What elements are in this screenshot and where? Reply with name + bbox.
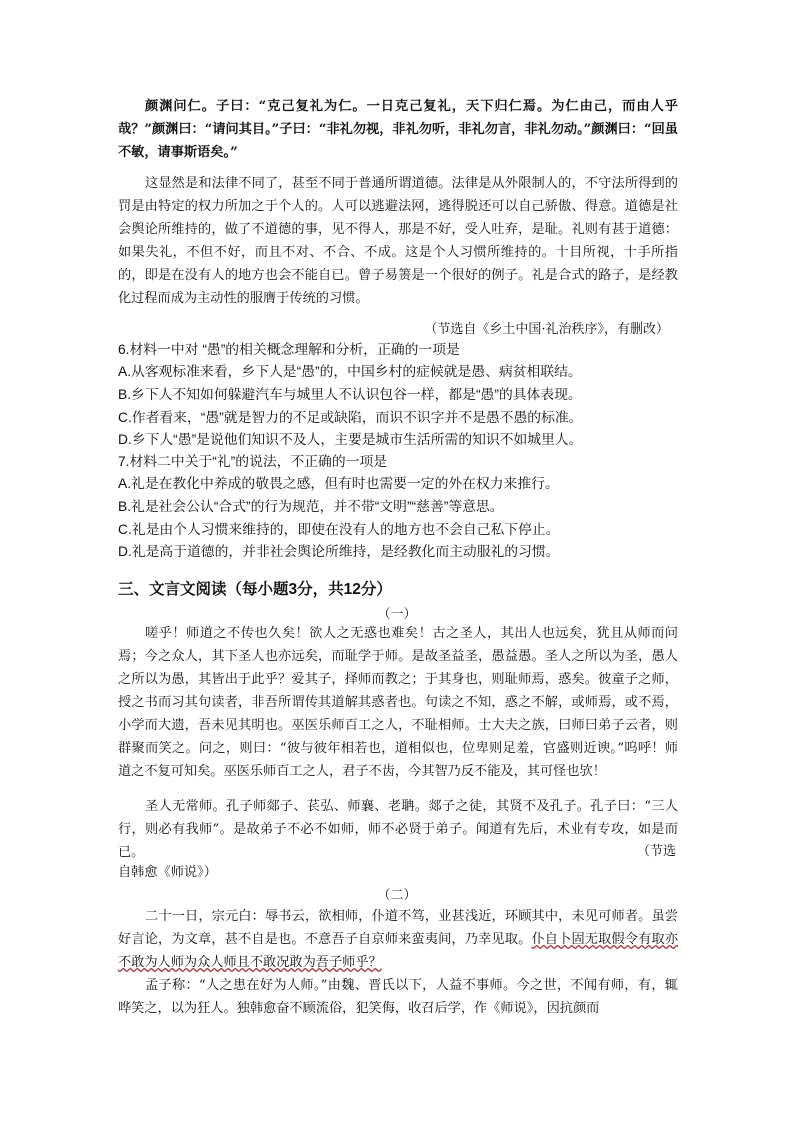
question-6-option-a[interactable]: A.从客观标准来看，乡下人是“愚”的，中国乡村的症候就是愚、病贫相联结。 <box>118 364 582 379</box>
letter-para-1-text: 二十一日，宗元白：辱书云，欲相师，仆道不笃，业甚浅近，环顾其中，未见可师者。虽尝好言论，为文章，甚不自是也。不意吾子自京师来蛮夷间，乃幸见取。 <box>118 909 678 947</box>
part-1-source-a: （节选 <box>636 844 676 859</box>
question-7-option-b[interactable]: B.礼是社会公认“合式”的行为规范，并不带“文明”“慈善”等意思。 <box>118 499 504 514</box>
part-1-label: （一） <box>377 607 417 622</box>
letter-para-1 <box>118 905 678 974</box>
material2-source: （节选自《乡土中国·礼治秩序》，有删改） <box>424 322 669 337</box>
part-2-label: （二） <box>377 888 417 903</box>
question-7-option-d[interactable]: D.礼是高于道德的，并非社会舆论所维持，是经教化而主动服礼的习惯。 <box>118 544 560 559</box>
section-3-title: 三、文言文阅读（每小题3分，共12分） <box>118 581 392 598</box>
underlined-translation-sentence: 仆自卜固无取假令有取亦不敢为人师为众人师且不敢况敢为吾子师乎？ <box>118 932 679 970</box>
question-7-stem: 7.材料二中关于“礼”的说法，不正确的一项是 <box>118 454 388 469</box>
shishuo-para-2: 圣人无常师。孔子师郯子、苌弘、师襄、老聃。郯子之徒，其贤不及孔子。孔子曰：“三人行，则必有我师”。是故弟子不必不如师，师不必贤于弟子。闻道有先后，术业有专攻，如是而已。 <box>118 799 678 860</box>
letter-para-2: 孟子称：“人之患在好为人师。”由魏、晋氏以下，人益不事师。今之世，不闻有师，有，辄哗笑之，以为狂人。独韩愈奋不顾流俗，犯笑侮，收召后学，作《师说》，因抗颜而 <box>118 978 678 1016</box>
material2-body: 这显然是和法律不同了，甚至不同于普通所谓道德。法律是从外限制人的，不守法所得到的罚是由特定的权力所加之于个人的。人可以逃避法网，逃得脱还可以自己骄傲、得意。道德是社会舆论所维持的，做了不道德的事，见不得人，那是不好，受人吐弃，是耻。礼则有甚于道德：如果失礼，不但不好，而且不对、不合、不成。这是个人习惯所维持的。十目所视，十手所指的，即是在没有人的地方也会不能自已。曾子易箦是一个很好的例子。礼是合式的路子，是经教化过程而成为主动性的服膺于传统的习惯。 <box>118 176 678 306</box>
question-7-option-c[interactable]: C.礼是由个人习惯来维持的，即使在没有人的地方也不会自己私下停止。 <box>118 522 560 537</box>
shishuo-para-1: 嗟乎！师道之不传也久矣！欲人之无惑也难矣！古之圣人，其出人也远矣，犹且从师而问焉；今之众人，其下圣人也亦远矣，而耻学于师。是故圣益圣，愚益愚。圣人之所以为圣，愚人之所以为愚，其皆出于此乎？爱其子，择师而教之；于其身也，则耻师焉，惑矣。彼童子之师，授之书而习其句读者，非吾所谓传其道解其惑者也。句读之不知，惑之不解，或师焉，或不焉，小学而大遗，吾未见其明也。巫医乐师百工之人，不耻相师。士大夫之族，曰师曰弟子云者，则群聚而笑之。问之，则曰：“彼与彼年相若也，道相似也，位卑则足羞，官盛则近谀。”呜呼！师道之不复可知矣。巫医乐师百工之人，君子不齿，今其智乃反不能及，其可怪也欤！ <box>118 626 678 779</box>
analects-passage: 颜渊问仁。子曰：“克己复礼为仁。一日克己复礼，天下归仁焉。为仁由己，而由人乎哉？”颜渊曰：“请问其目。”子曰：“非礼勿视，非礼勿听，非礼勿言，非礼勿动。”颜渊曰：“回虽不敏，请事斯语矣。” <box>118 99 678 160</box>
part-1-source-b: 自韩愈《师说》） <box>118 865 217 880</box>
question-7-option-a[interactable]: A.礼是在教化中养成的敬畏之感，但有时也需要一定的外在权力来推行。 <box>118 476 559 491</box>
question-6-stem: 6.材料一中对 “愚”的相关概念理解和分析，正确的一项是 <box>118 342 460 357</box>
question-6-option-b[interactable]: B.乡下人不知如何躲避汽车与城里人不认识包谷一样，都是“愚”的具体表现。 <box>118 387 582 402</box>
question-6-option-d[interactable]: D.乡下人“愚”是说他们知识不及人，主要是城市生活所需的知识不如城里人。 <box>118 432 583 447</box>
question-6-option-c[interactable]: C.作者看来，“愚”就是智力的不足或缺陷，而识不识字并不是愚不愚的标准。 <box>118 410 583 425</box>
